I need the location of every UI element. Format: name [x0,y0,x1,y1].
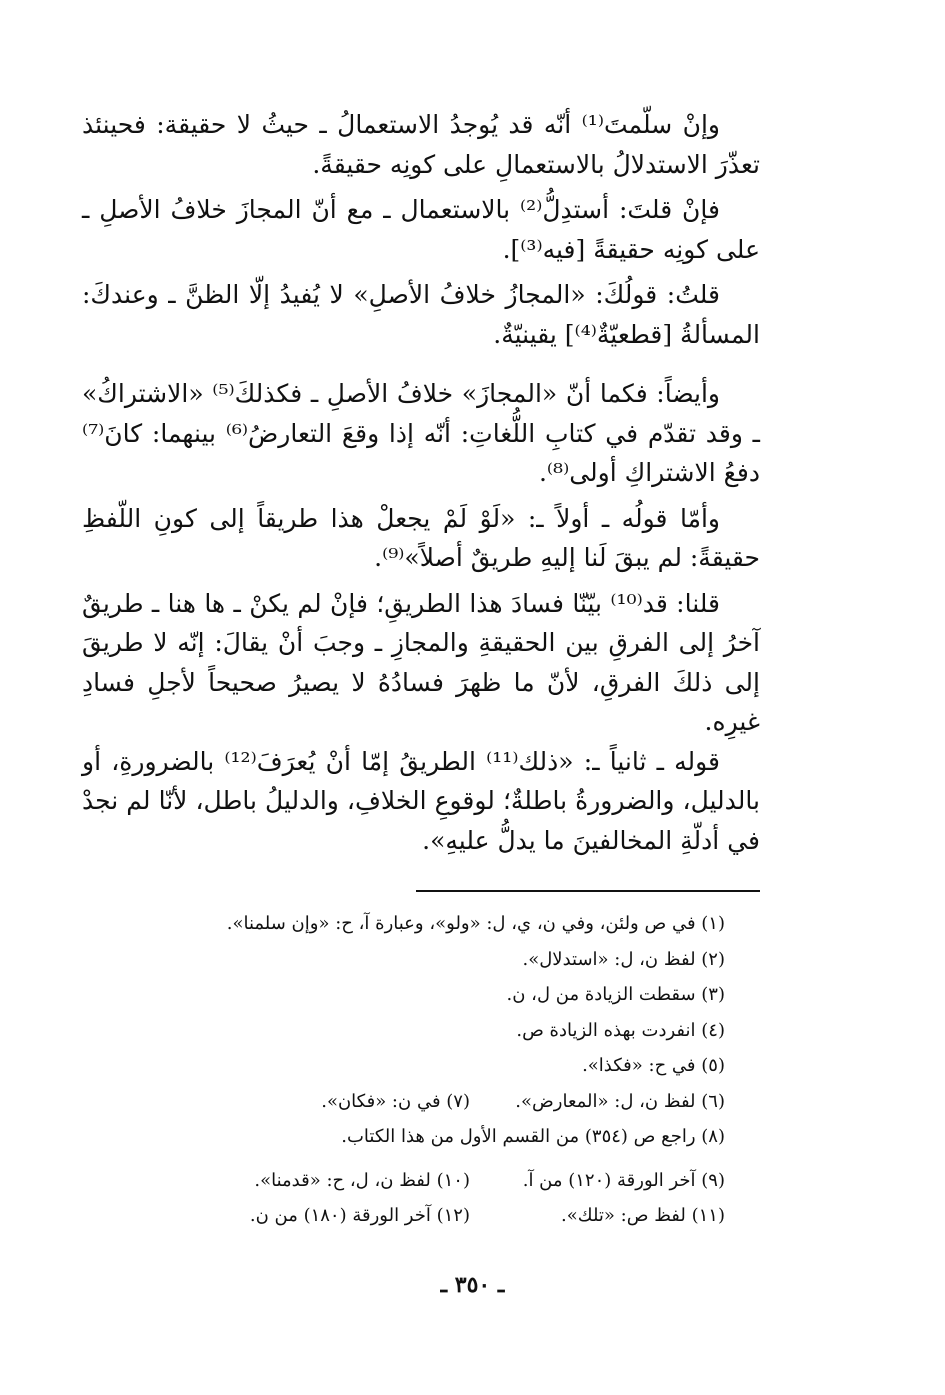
footnote-row [150,1048,725,1084]
paragraph-6: قلنا: قد⁽¹⁰⁾ بيّنّا فسادَ هذا الطريقِ؛ فإنْ لم يكنْ ـ ها هنا ـ طريقٌ آخرُ إلى الفرقِ بين الحقيقةِ والمجازِ ـ وجبَ أنْ يقالَ: إنّه لا طريقَ إلى ذلكَ الفرقِ، لأنّ ما ظهرَ فسادُهُ لا يصيرُ صحيحاً لأجلِ فسادِ غيرِه. [82,588,760,736]
footnote-8: (٨) راجع ص (٣٥٤) من القسم الأول من هذا الكتاب. [341,1126,725,1147]
paragraph-5: وأمّا قولُه ـ أولاً ـ: «لَوْ لَمْ يجعلْ هذا طريقاً إلى كونِ اللّفظِ حقيقةً: لم يبقَ لَنا إليهِ طريقٌ أصلاً»⁽⁹⁾. [82,503,760,572]
footnote-3: (٣) سقطت الزيادة من ل، ن. [506,984,725,1005]
footnote-row [150,906,725,942]
main-text [82,105,760,860]
footnotes [150,906,725,1234]
footnote-row [150,1013,725,1049]
paragraph-3: قلتُ: قولُكَ: «المجازُ خلافُ الأصلِ» لا يُفيدُ إلّا الظنَّ ـ وعندكَ: المسألةُ [قطعيّةٌ⁽⁴⁾] يقينيّةٌ. [82,280,760,349]
page-number: ـ ٣٥٠ ـ [440,1272,505,1298]
footnote-6: (٦) لفظ ن، ل: «المعارض». [515,1090,725,1112]
page-body [82,105,760,860]
footnote-row [150,1084,725,1120]
footnote-row [150,1163,725,1199]
paragraph-4: وأيضاً: فكما أنّ «المجازَ» خلافُ الأصلِ ـ فكذلكَ⁽⁵⁾ «الاشتراكُ» ـ وقد تقدّم في كتابِ اللُّغاتِ: أنّه إذا وقعَ التعارضُ⁽⁶⁾ بينهما: كانَ⁽⁷⁾ دفعُ الاشتراكِ أولى⁽⁸⁾. [82,379,760,487]
paragraph-7: قوله ـ ثانياً ـ: «ذلك⁽¹¹⁾ الطريقُ إمّا أنْ يُعرَفَ⁽¹²⁾ بالضرورةِ، أو بالدليل، والضرورةُ باطلةٌ؛ لوقوعِ الخلافِ، والدليلُ باطل، لأنّا لم نجدْ في أدلّةِ المخالفينَ ما يدلُّ عليهِ». [82,746,760,855]
footnote-row [150,1119,725,1155]
paragraph-2: فإنْ قلتَ: أستدِلُّ⁽²⁾ بالاستعمال ـ مع أنّ المجازَ خلافُ الأصلِ ـ على كونِه حقيقةً [فيه⁽³⁾]. [82,195,760,264]
footnote-9: (٩) آخر الورقة (١٢٠) من آ. [522,1169,725,1191]
footnote-2: (٢) لفظ ن، ل: «استدلال». [522,948,725,970]
footnote-5: (٥) في ح: «فكذا». [582,1055,725,1076]
footnote-divider [416,890,760,892]
footnote-row [150,1198,725,1234]
paragraph-1: وإنْ سلّمتَ⁽¹⁾ أنّه قد يُوجدُ الاستعمالُ ـ حيثُ لا حقيقة: فحينئذ تعذّرَ الاستدلالُ بالاستعمالِ على كونِه حقيقةً. [82,110,760,179]
footnote-row [150,977,725,1013]
footnote-11: (١١) لفظ ص: «تلك». [561,1205,725,1226]
footnote-1: (١) في ص ولئن، وفي ن، ي، ل: «ولو»، وعبارة آ، ح: «وإن سلمنا». [226,913,725,934]
footnote-4: (٤) انفردت بهذه الزيادة ص. [516,1019,725,1041]
footnote-10: (١٠) لفظ ن، ل، ح: «قدمنا». [254,1169,470,1191]
footnote-7: (٧) في ن: «فكان». [321,1090,470,1112]
footnote-row [150,942,725,978]
footnote-12: (١٢) آخر الورقة (١٨٠) من ن. [249,1205,470,1226]
